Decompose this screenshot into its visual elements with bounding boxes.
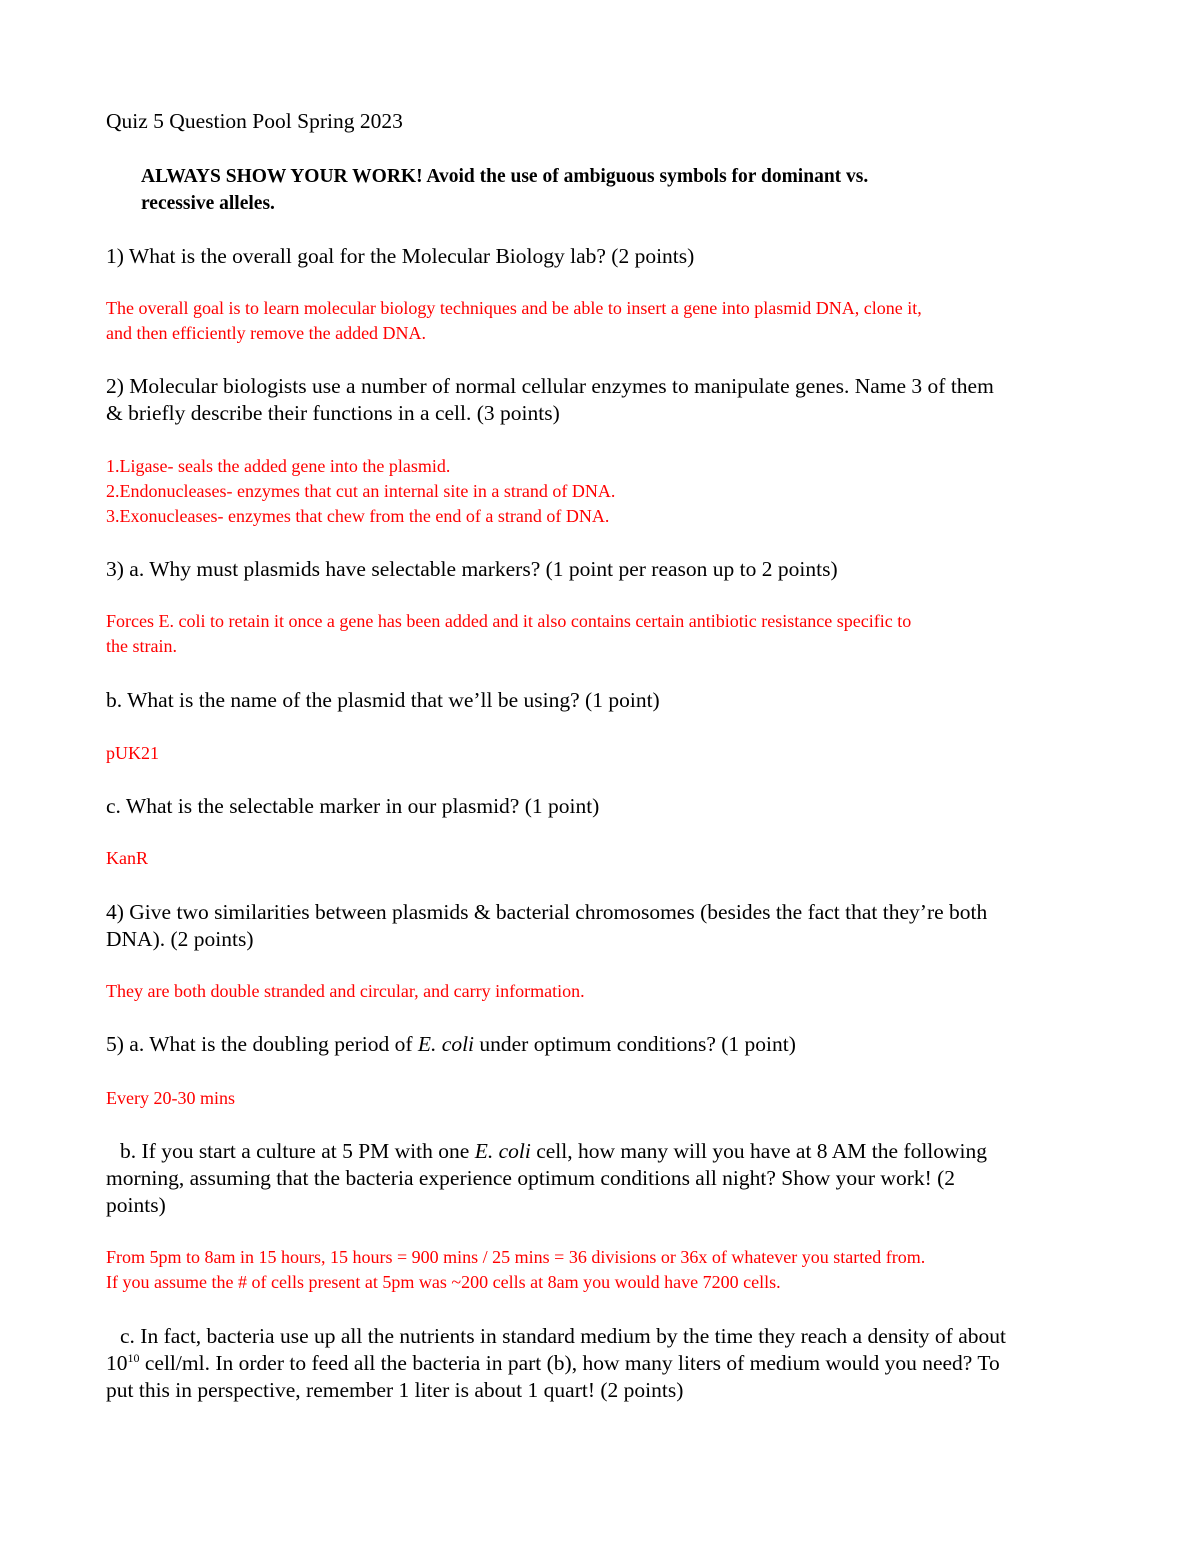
- question-5c-density-exponent: 10: [127, 1350, 140, 1365]
- instructions-line-2: recessive alleles.: [141, 193, 275, 214]
- answer-1-line-2: and then efficiently remove the added DNA.: [106, 323, 427, 343]
- question-5c-line-3: put this in perspective, remember 1 liter is about 1 quart! (2 points): [106, 1378, 684, 1402]
- question-3b: b. What is the name of the plasmid that we’ll be using? (1 point): [106, 688, 660, 712]
- instructions-line-1: ALWAYS SHOW YOUR WORK! Avoid the use of ambiguous symbols for dominant vs.: [141, 166, 869, 187]
- document-title: Quiz 5 Question Pool Spring 2023: [106, 109, 403, 133]
- question-1: 1) What is the overall goal for the Molecular Biology lab? (2 points): [106, 244, 695, 268]
- answer-5b-line-1: From 5pm to 8am in 15 hours, 15 hours = 900 mins / 25 mins = 36 divisions or 36x of whatever you started from.: [106, 1247, 926, 1267]
- question-3a: 3) a. Why must plasmids have selectable markers? (1 point per reason up to 2 points): [106, 557, 838, 581]
- question-5b-line-1: [120, 1138, 987, 1165]
- question-5a: [106, 1031, 796, 1058]
- question-4-line-1: 4) Give two similarities between plasmids & bacterial chromosomes (besides the fact that they’re both: [106, 900, 988, 924]
- question-5b-organism: E. coli: [474, 1139, 531, 1163]
- question-5c-density-base: 10: [106, 1351, 128, 1375]
- answer-2-item-1: 1.Ligase- seals the added gene into the plasmid.: [106, 456, 451, 476]
- answer-3a-line-2: the strain.: [106, 636, 177, 656]
- question-5a-text-pre: 5) a. What is the doubling period of: [106, 1032, 418, 1056]
- question-3c: c. What is the selectable marker in our plasmid? (1 point): [106, 794, 600, 818]
- question-5a-text-post: under optimum conditions? (1 point): [474, 1032, 796, 1056]
- question-5c-line-2: [106, 1350, 1000, 1377]
- question-5c-text-post: cell/ml. In order to feed all the bacteria in part (b), how many liters of medium would you need? To: [139, 1351, 1000, 1375]
- question-5a-organism: E. coli: [417, 1032, 475, 1056]
- answer-5b-line-2: If you assume the # of cells present at 5pm was ~200 cells at 8am you would have 7200 cells.: [106, 1272, 781, 1292]
- question-5b-line-2: morning, assuming that the bacteria experience optimum conditions all night? Show your work! (2: [106, 1166, 956, 1190]
- answer-3c: KanR: [106, 848, 148, 868]
- question-2-line-1: 2) Molecular biologists use a number of normal cellular enzymes to manipulate genes. Name 3 of them: [106, 374, 994, 398]
- question-2-line-2: & briefly describe their functions in a cell. (3 points): [106, 401, 560, 425]
- question-5b-line-3: points): [106, 1193, 166, 1217]
- answer-2-item-3: 3.Exonucleases- enzymes that chew from the end of a strand of DNA.: [106, 506, 610, 526]
- question-4-line-2: DNA). (2 points): [106, 927, 254, 951]
- answer-1-line-1: The overall goal is to learn molecular biology techniques and be able to insert a gene into plasmid DNA, clone it,: [106, 298, 922, 318]
- answer-2-item-2: 2.Endonucleases- enzymes that cut an internal site in a strand of DNA.: [106, 481, 616, 501]
- answer-4: They are both double stranded and circular, and carry information.: [106, 981, 585, 1001]
- answer-5a: Every 20-30 mins: [106, 1088, 235, 1108]
- answer-3a-line-1: Forces E. coli to retain it once a gene has been added and it also contains certain antibiotic resistance specific to: [106, 611, 912, 631]
- answer-3b: pUK21: [106, 743, 159, 763]
- question-5c-line-1: c. In fact, bacteria use up all the nutrients in standard medium by the time they reach a density of about: [120, 1324, 1006, 1348]
- question-5b-text-post: cell, how many will you have at 8 AM the following: [530, 1139, 988, 1163]
- question-5b-text-pre: b. If you start a culture at 5 PM with one: [120, 1139, 475, 1163]
